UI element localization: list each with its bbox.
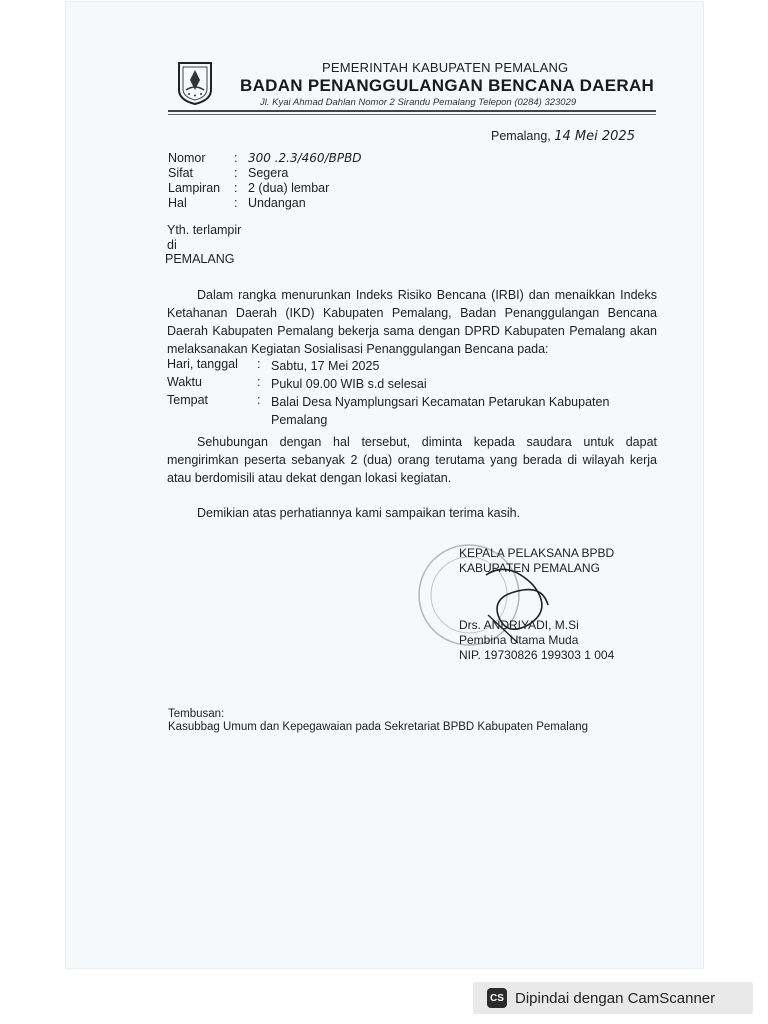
detail-hari-tanggal: Hari, tanggal : Sabtu, 17 Mei 2025 <box>167 357 380 373</box>
signature-title-2: KABUPATEN PEMALANG <box>459 561 600 575</box>
meta-value: Segera <box>248 166 289 180</box>
signature-name: Drs. ANDRIYADI, M.Si <box>459 618 579 632</box>
body-paragraph-3: Demikian atas perhatiannya kami sampaikan terima kasih. <box>197 506 521 520</box>
camscanner-text: Dipindai dengan CamScanner <box>515 989 716 1007</box>
meta-label: Hal <box>168 196 187 210</box>
meta-value: 2 (dua) lembar <box>248 181 330 195</box>
body-paragraph-1: Dalam rangka menurunkan Indeks Risiko Bencana (IRBI) dan menaikkan Indeks Ketahanan Daerah (IKD) Kabupaten Pemalang, Badan Penanggulangan Bencana Daerah Kabupaten Pemalang bekerja sama dengan DPRD Kabupaten Pemalang akan melaksanakan Kegiatan Sosialisasi Penanggulangan Bencana pada: <box>167 288 657 356</box>
signature-title-1: KEPALA PELAKSANA BPBD <box>459 546 615 560</box>
tembusan-item: Kasubbag Umum dan Kepegawaian pada Sekretariat BPBD Kabupaten Pemalang <box>168 721 589 733</box>
letterhead-rule-thick <box>168 110 656 112</box>
letterhead-government: PEMERINTAH KABUPATEN PEMALANG <box>322 60 569 75</box>
meta-nomor: Nomor : 300 .2.3/460/BPBD <box>168 151 362 165</box>
addressee-line1: Yth. terlampir <box>167 223 242 237</box>
detail-waktu: Waktu : Pukul 09.00 WIB s.d selesai <box>167 375 427 391</box>
body-paragraph-2: Sehubungan dengan hal tersebut, diminta kepada saudara untuk dapat mengirimkan peserta sebanyak 2 (dua) orang terutama yang berada di wilayah kerja atau berdomisili atau dekat dengan lokasi kegiatan. <box>167 435 657 485</box>
meta-hal: Hal : Undangan <box>168 196 306 210</box>
meta-value: 300 .2.3/460/BPBD <box>248 151 362 165</box>
letterhead-agency: BADAN PENANGGULANGAN BENCANA DAERAH <box>240 76 655 95</box>
date-handwritten: 14 Mei 2025 <box>554 129 635 144</box>
tembusan-label: Tembusan: <box>168 708 225 720</box>
meta-label: Sifat <box>168 166 194 180</box>
addressee-line3: PEMALANG <box>165 252 235 266</box>
detail-tempat: Tempat : Balai Desa Nyamplungsari Kecamatan Petarukan Kabupaten Pemalang <box>167 393 610 427</box>
pemalang-crest-logo <box>176 60 214 106</box>
camscanner-icon: CS <box>487 988 507 1008</box>
signature-rank: Pembina Utama Muda <box>459 633 579 647</box>
meta-lampiran: Lampiran : 2 (dua) lembar <box>168 181 330 195</box>
addressee-line2: di <box>167 238 177 252</box>
letterhead-address: Jl. Kyai Ahmad Dahlan Nomor 2 Sirandu Pemalang Telepon (0284) 323029 <box>260 97 577 108</box>
letterhead-rule-thin <box>168 114 656 115</box>
meta-sifat: Sifat : Segera <box>168 166 289 180</box>
meta-value: Undangan <box>248 196 306 210</box>
place: Pemalang <box>491 129 548 143</box>
place-date: Pemalang, 14 Mei 2025 <box>491 129 635 144</box>
signature-nip: NIP. 19730826 199303 1 004 <box>459 648 615 662</box>
meta-label: Lampiran <box>168 181 221 195</box>
meta-label: Nomor <box>168 151 206 165</box>
camscanner-badge <box>473 982 753 1014</box>
